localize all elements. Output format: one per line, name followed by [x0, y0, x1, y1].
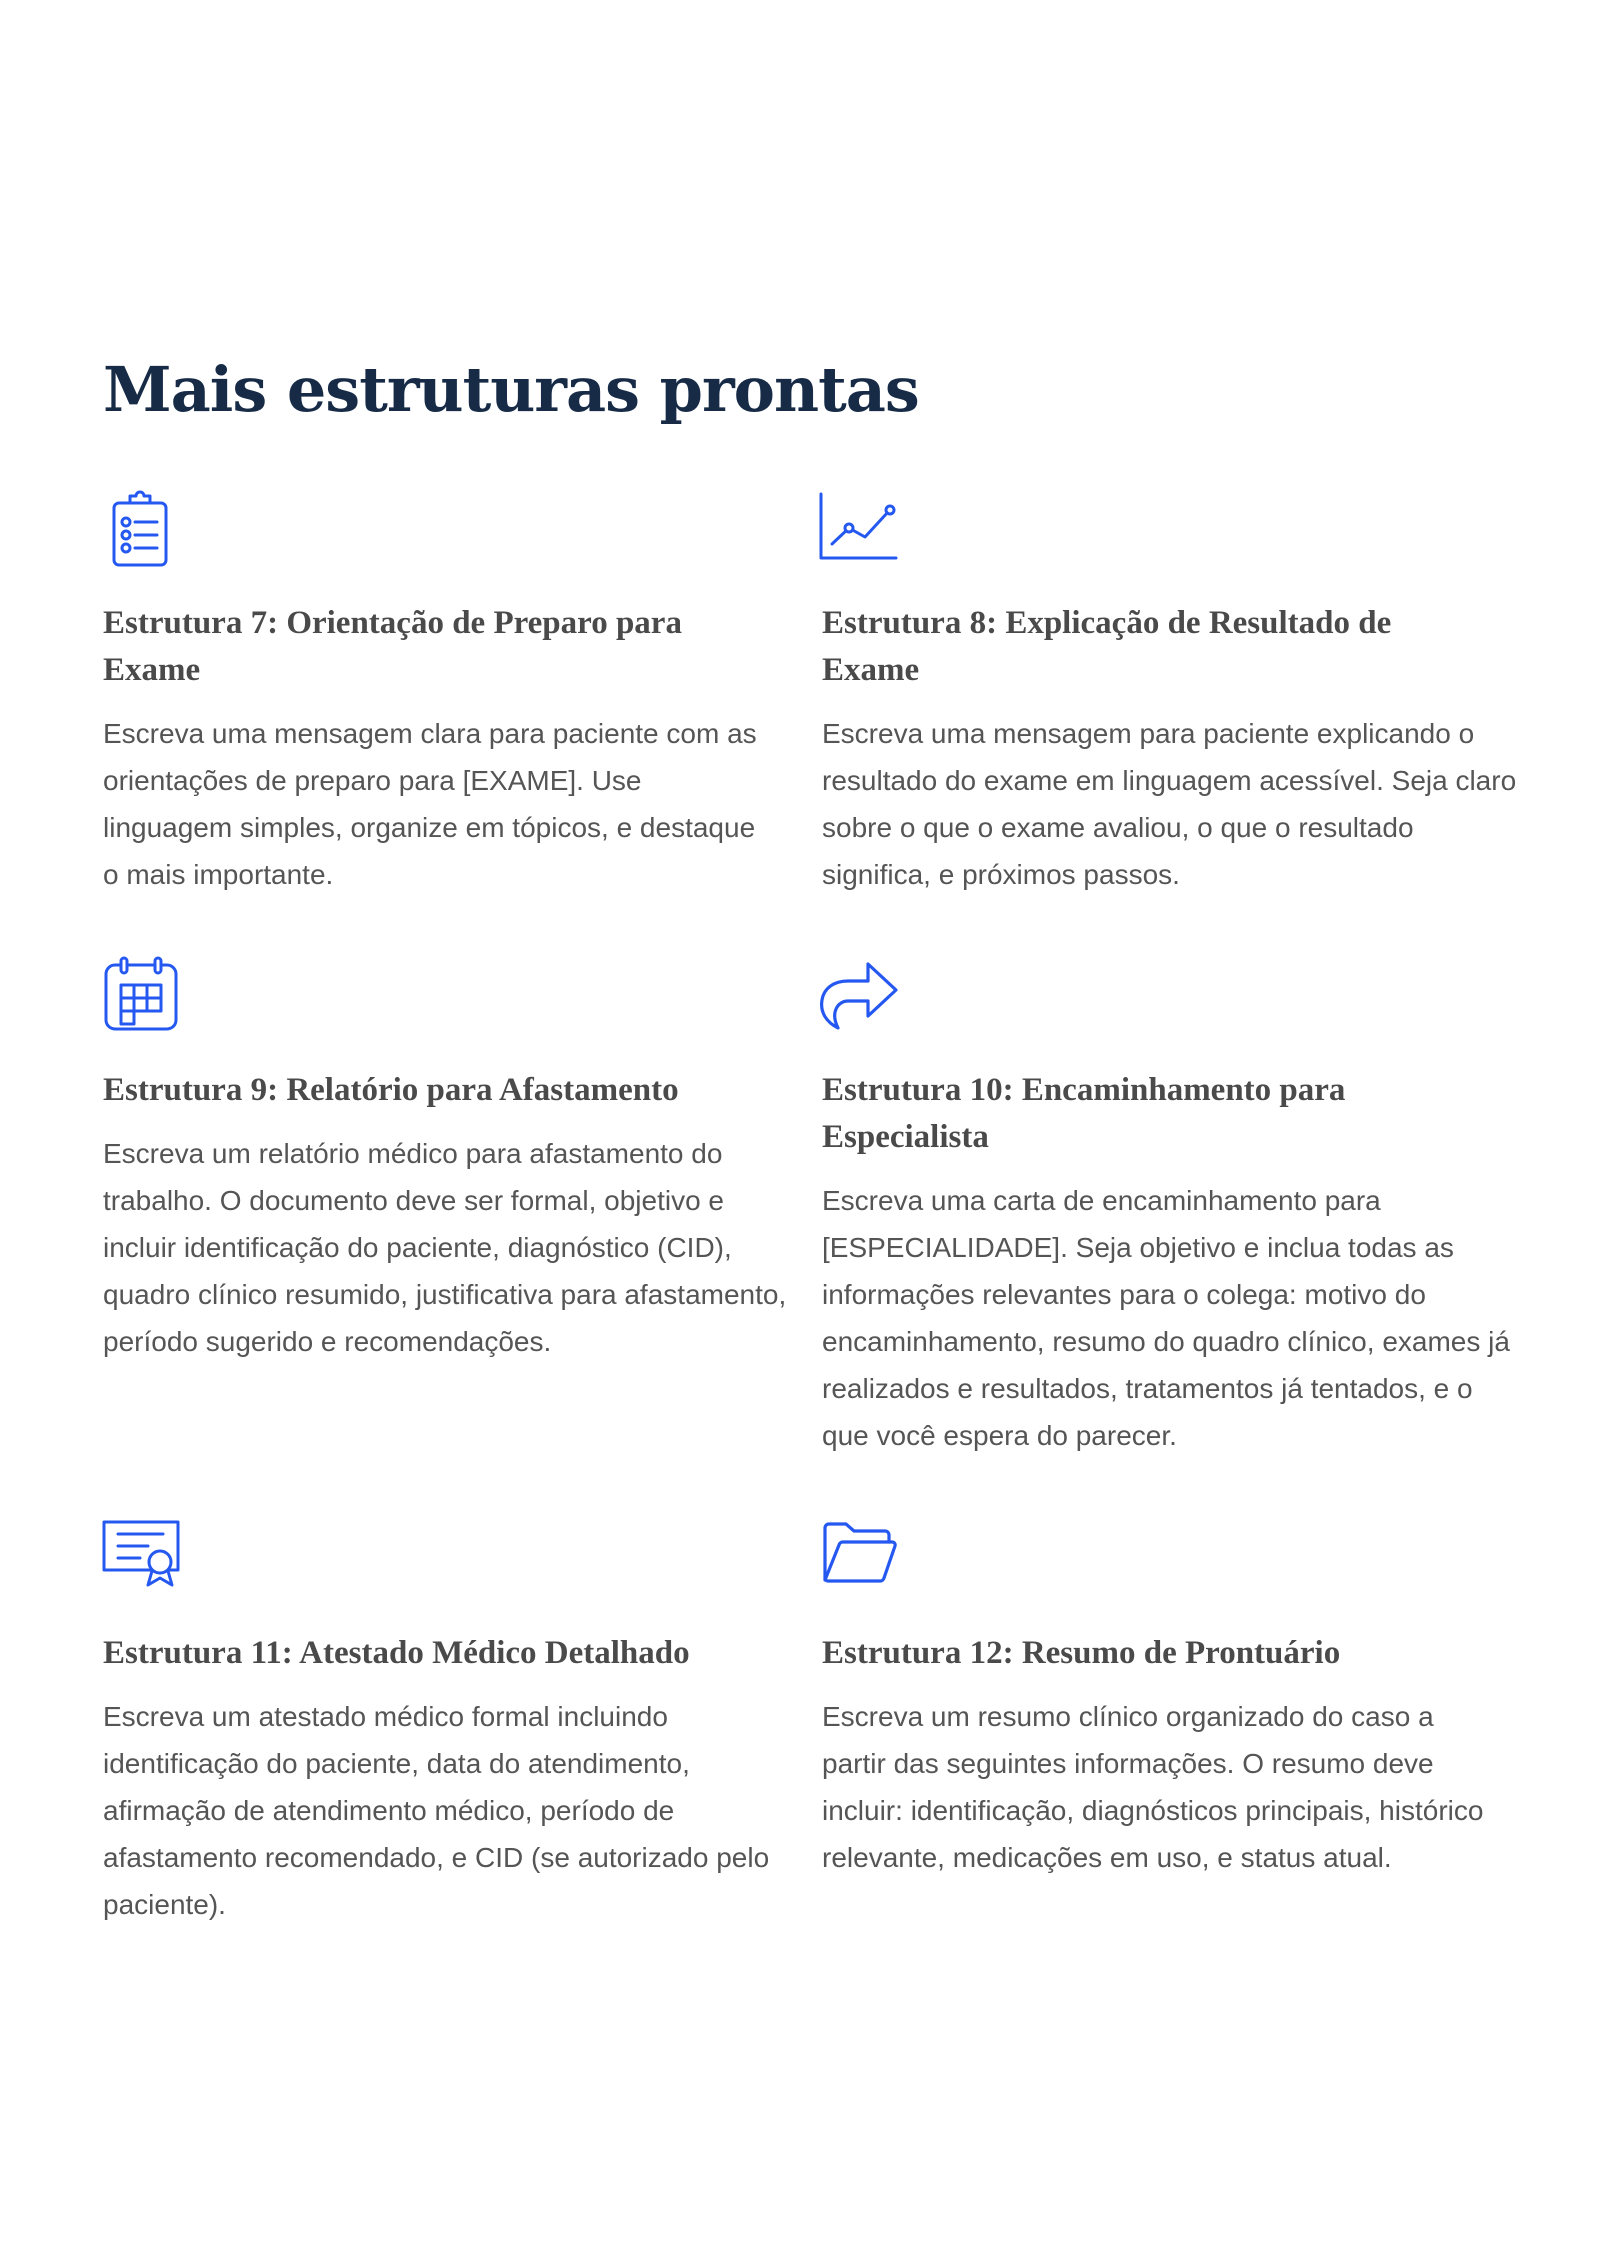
card-title: Estrutura 7: Orientação de Preparo para Exame — [103, 605, 682, 688]
card-title: Estrutura 9: Relatório para Afastamento — [103, 1072, 679, 1108]
card-body: Escreva uma carta de encaminhamento para [ESPECIALIDADE]. Seja objetivo e inclua todas as informações relevantes para o colega: motivo do encaminhamento, resumo do quadro clínico, exames já realizados e resultados, tratamentos já tentados, e o que você espera do parecer. — [822, 1185, 1510, 1451]
card-title: Estrutura 11: Atestado Médico Detalhado — [103, 1635, 690, 1671]
card-title: Estrutura 10: Encaminhamento para Especialista — [822, 1072, 1346, 1155]
card-title: Estrutura 12: Resumo de Prontuário — [822, 1635, 1341, 1671]
card-title: Estrutura 8: Explicação de Resultado de Exame — [822, 605, 1392, 688]
line-chart-icon — [818, 492, 900, 562]
card-body: Escreva uma mensagem clara para paciente com as orientações de preparo para [EXAME]. Use linguagem simples, organize em tópicos, e destaque o mais importante. — [103, 718, 757, 890]
card-body: Escreva uma mensagem para paciente explicando o resultado do exame em linguagem acessível. Seja claro sobre o que o exame avaliou, o que o resultado significa, e próximos passos. — [822, 718, 1517, 890]
card-body: Escreva um relatório médico para afastamento do trabalho. O documento deve ser formal, objetivo e incluir identificação do paciente, diagnóstico (CID), quadro clínico resumido, justificativa para afastamento, período sugerido e recomendações. — [103, 1138, 787, 1357]
share-arrow-icon — [818, 960, 900, 1032]
clipboard-list-icon — [111, 490, 171, 568]
page-title: Mais estruturas prontas — [103, 353, 919, 426]
card-body: Escreva um atestado médico formal incluindo identificação do paciente, data do atendimento, afirmação de atendimento médico, período de afastamento recomendado, e CID (se autorizado pelo paciente). — [103, 1701, 770, 1920]
folder-open-icon — [820, 1520, 900, 1586]
calendar-icon — [103, 955, 179, 1033]
card-body: Escreva um resumo clínico organizado do caso a partir das seguintes informações. O resumo deve incluir: identificação, diagnósticos principais, histórico relevante, medicações em uso, e status atual. — [822, 1701, 1484, 1873]
certificate-icon — [101, 1518, 183, 1588]
